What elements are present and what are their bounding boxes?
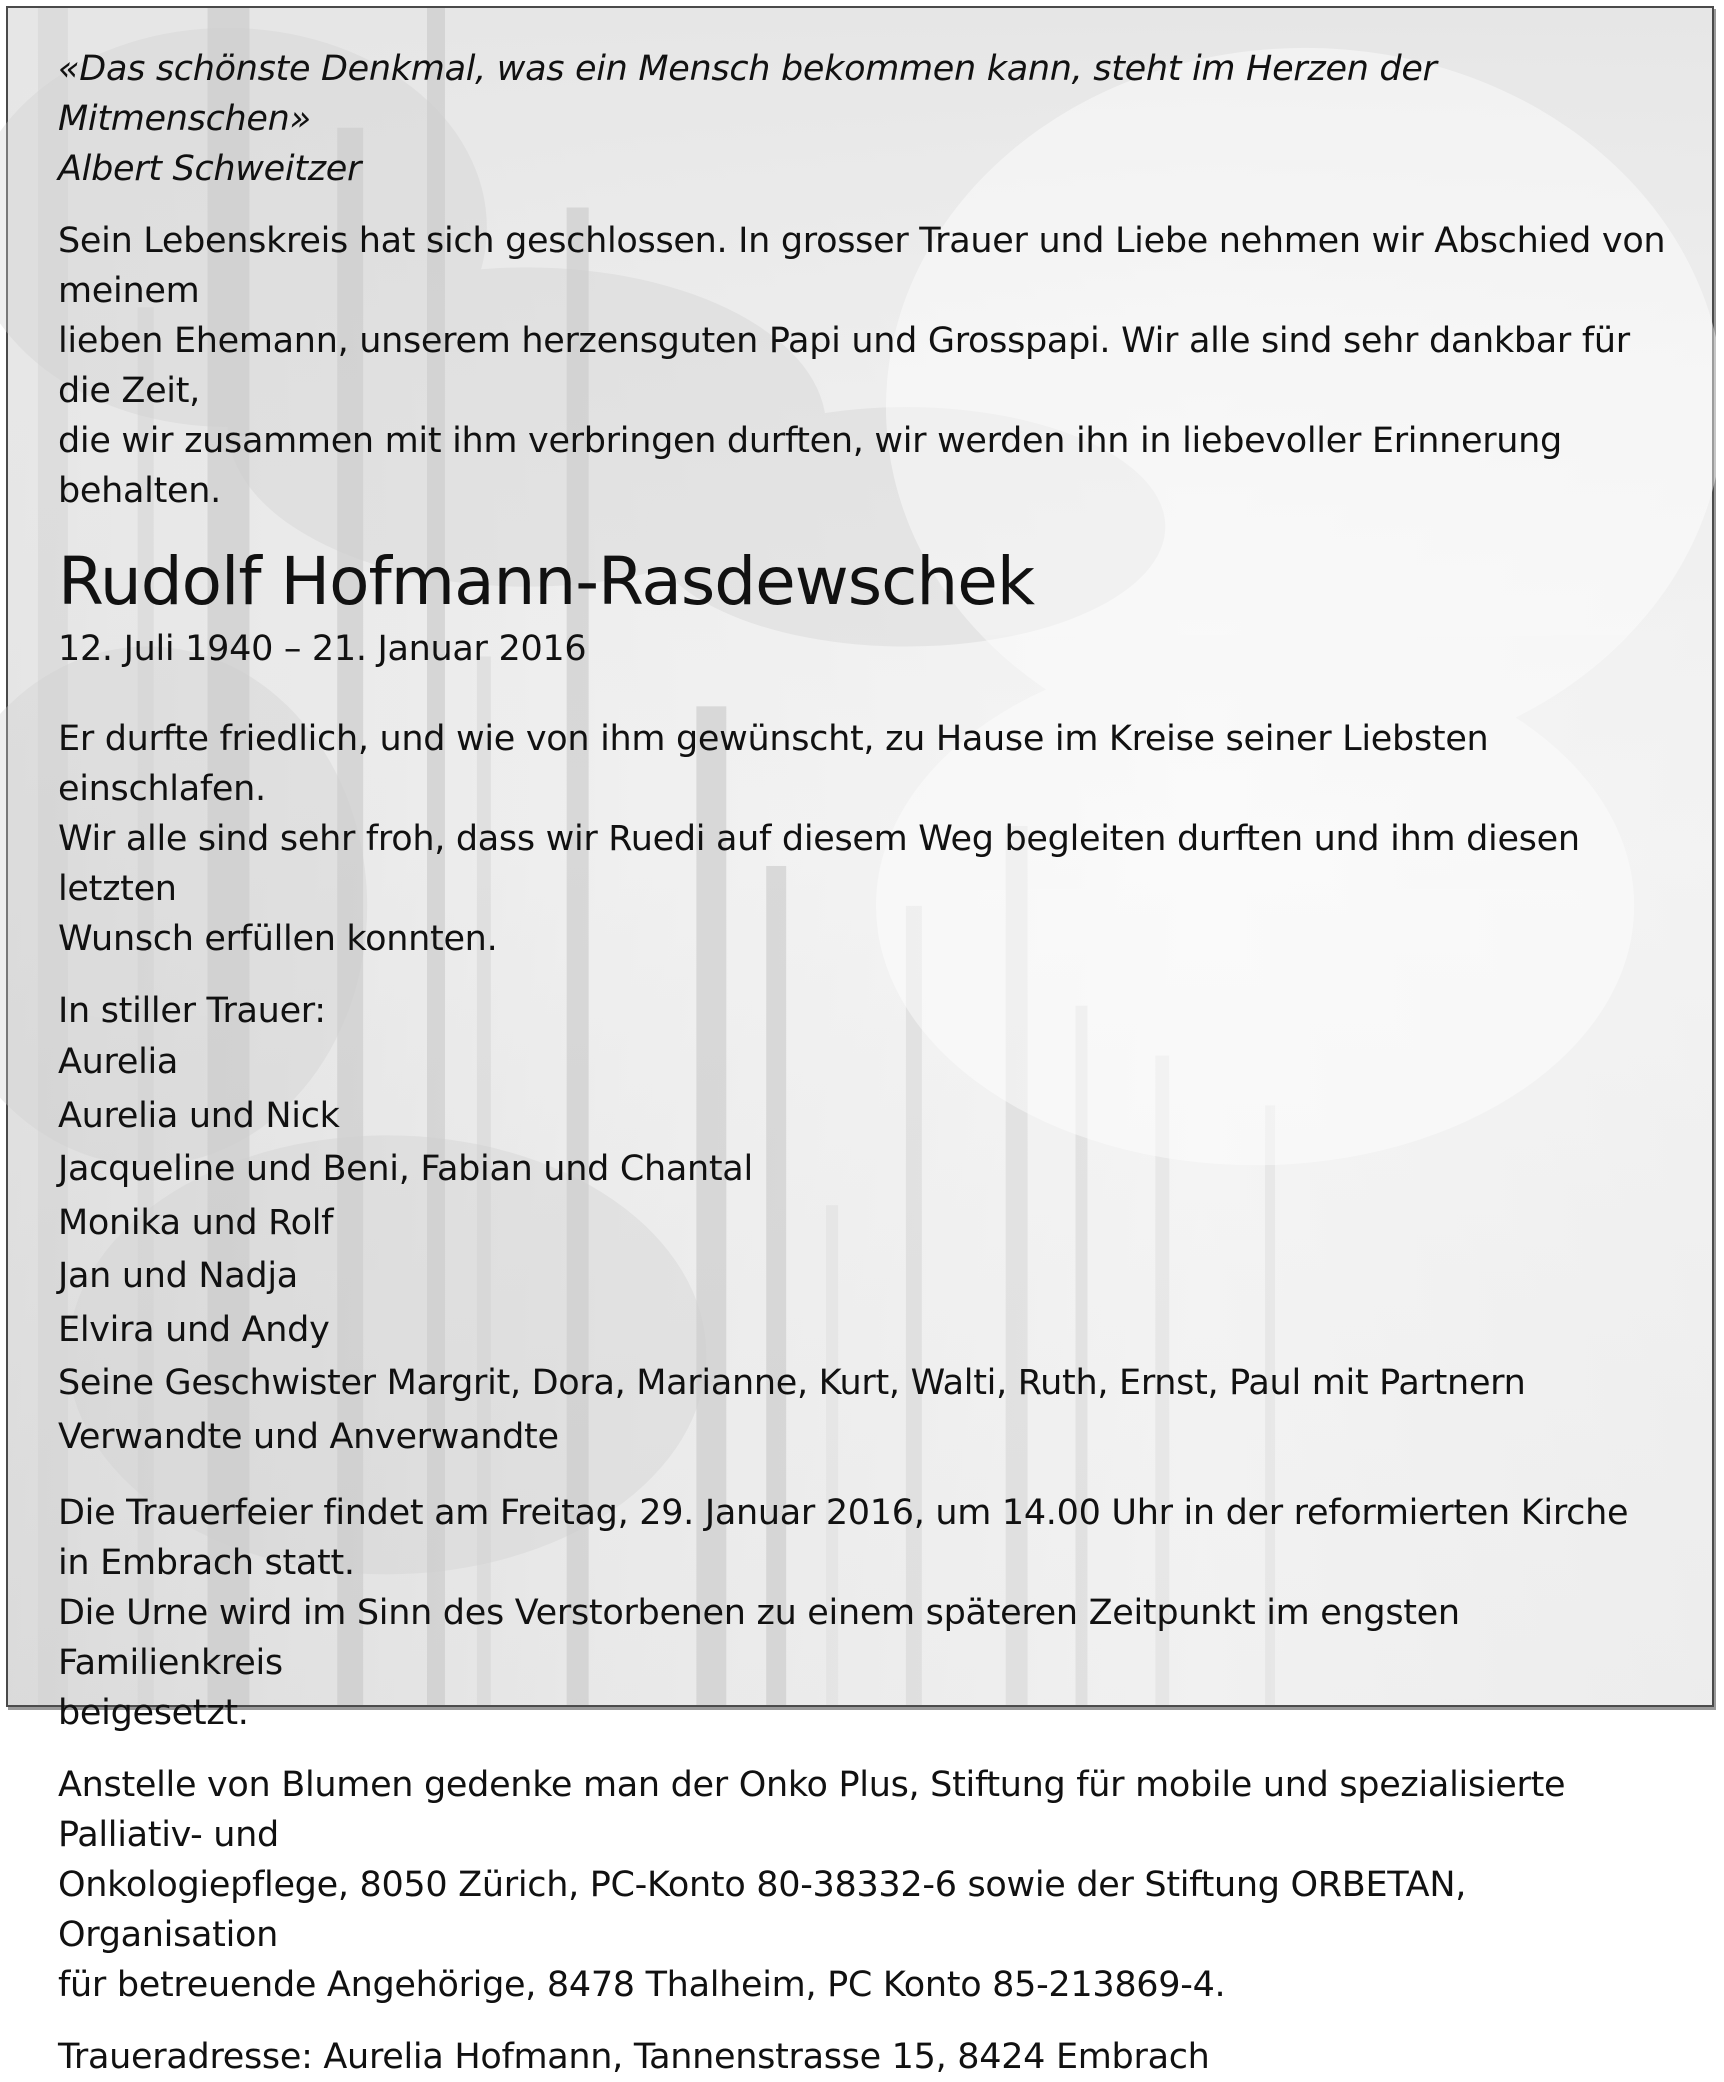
quote-text: «Das schönste Denkmal, was ein Mensch bekommen kann, steht im Herzen der Mitmenschen» bbox=[58, 49, 1437, 139]
list-item: Elvira und Andy bbox=[58, 1309, 330, 1350]
obituary-content bbox=[58, 44, 1678, 2082]
intro-paragraph bbox=[58, 216, 1678, 516]
passing-line: Wunsch erfüllen konnten. bbox=[58, 919, 498, 959]
ceremony-line: in Embrach statt. bbox=[58, 1543, 355, 1583]
mourning-address: Traueradresse: Aurelia Hofmann, Tannenstrasse 15, 8424 Embrach bbox=[58, 2037, 1210, 2077]
passing-line: Er durfte friedlich, und wie von ihm gewünscht, zu Hause im Kreise seiner Liebsten einschlafen. bbox=[58, 719, 1489, 809]
obituary-frame bbox=[6, 6, 1714, 2077]
ceremony-line: Die Urne wird im Sinn des Verstorbenen zu einem späteren Zeitpunkt im engsten Familienkreis bbox=[58, 1593, 1460, 1683]
quote-author: Albert Schweitzer bbox=[58, 149, 362, 189]
passing-line: Wir alle sind sehr froh, dass wir Ruedi auf diesem Weg begleiten durften und ihm diesen letzten bbox=[58, 819, 1580, 909]
intro-line: die wir zusammen mit ihm verbringen durften, wir werden ihn in liebevoller Erinnerung behalten. bbox=[58, 421, 1562, 511]
ceremony-line: Die Trauerfeier findet am Freitag, 29. Januar 2016, um 14.00 Uhr in der reformierten Kirche bbox=[58, 1493, 1629, 1533]
mourners-list bbox=[58, 1036, 1678, 1464]
list-item: Seine Geschwister Margrit, Dora, Marianne, Kurt, Walti, Ruth, Ernst, Paul mit Partnern bbox=[58, 1363, 1526, 1403]
quote-block bbox=[58, 44, 1678, 194]
list-item: Aurelia bbox=[58, 1042, 179, 1082]
ceremony-line: beigesetzt. bbox=[58, 1693, 249, 1733]
life-dates: 12. Juli 1940 – 21. Januar 2016 bbox=[58, 629, 587, 669]
donation-line: Anstelle von Blumen gedenke man der Onko Plus, Stiftung für mobile und spezialisierte Palliativ- und bbox=[58, 1765, 1566, 1855]
list-item: Jan und Nadja bbox=[58, 1256, 298, 1296]
list-item: Jacqueline und Beni, Fabian und Chantal bbox=[58, 1149, 753, 1189]
intro-line: Sein Lebenskreis hat sich geschlossen. In grosser Trauer und Liebe nehmen wir Abschied von meinem bbox=[58, 221, 1666, 311]
intro-line: lieben Ehemann, unserem herzensguten Papi und Grosspapi. Wir alle sind sehr dankbar für die Zeit, bbox=[58, 321, 1630, 411]
deceased-name: Rudolf Hofmann-Rasdewschek bbox=[58, 543, 1035, 620]
passing-paragraph bbox=[58, 714, 1678, 964]
donation-line: für betreuende Angehörige, 8478 Thalheim, PC Konto 85-213869-4. bbox=[58, 1965, 1226, 2005]
list-item: Verwandte und Anverwandte bbox=[58, 1416, 559, 1457]
list-item: Monika und Rolf bbox=[58, 1202, 334, 1243]
ceremony-paragraph bbox=[58, 1488, 1678, 1738]
list-item: Aurelia und Nick bbox=[58, 1095, 340, 1136]
donation-paragraph bbox=[58, 1760, 1678, 2010]
mourners-title: In stiller Trauer: bbox=[58, 991, 326, 1031]
donation-line: Onkologiepflege, 8050 Zürich, PC-Konto 80-38332-6 sowie der Stiftung ORBETAN, Organisation bbox=[58, 1865, 1467, 1955]
